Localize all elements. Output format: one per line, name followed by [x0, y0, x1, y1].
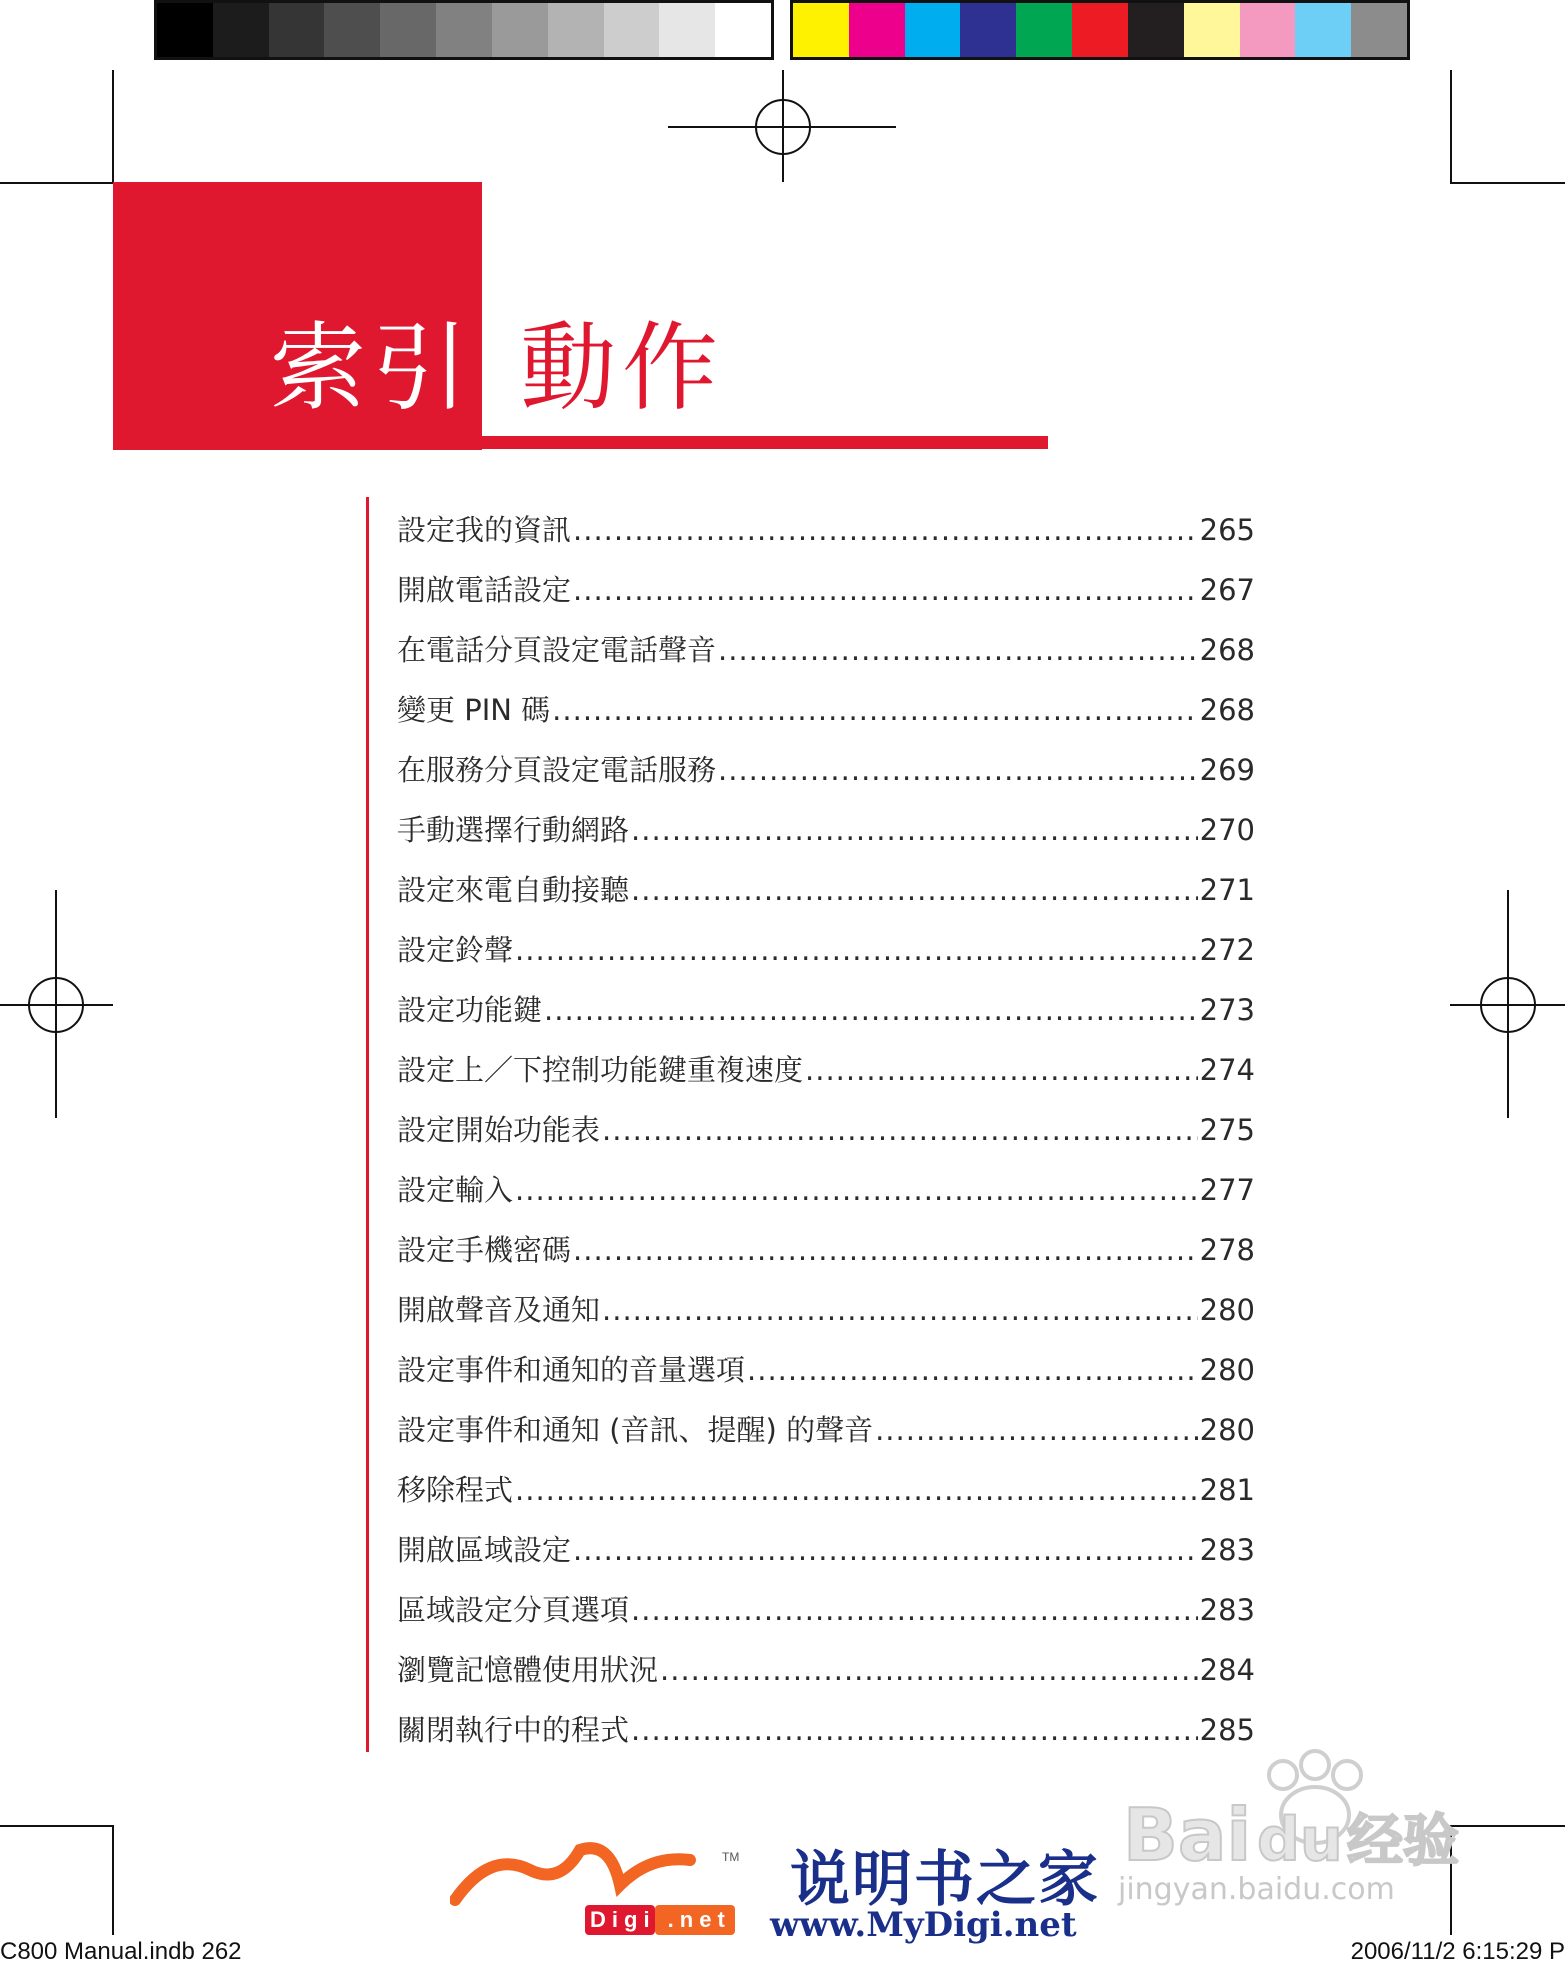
toc-entry-label: 在電話分頁設定電話聲音: [397, 633, 717, 667]
toc-entry-label: 設定我的資訊: [397, 513, 572, 547]
toc-entry[interactable]: [397, 920, 1255, 980]
toc-leader-dots: [552, 680, 1197, 740]
toc-entry-label: 設定開始功能表: [397, 1113, 601, 1147]
toc-entry-label: 瀏覽記憶體使用狀況: [397, 1653, 659, 1687]
toc-entry-label: 設定事件和通知的音量選項: [397, 1353, 746, 1387]
toc-entry-label: 變更 PIN 碼: [397, 693, 551, 727]
toc-entry[interactable]: [397, 1400, 1255, 1460]
toc-entry-page: 265: [1199, 513, 1255, 547]
toc-entry[interactable]: [397, 860, 1255, 920]
toc-entry-label: 在服務分頁設定電話服務: [397, 753, 717, 787]
gray-swatch: [436, 3, 492, 57]
toc-entry[interactable]: [397, 980, 1255, 1040]
toc-entry-label: 區域設定分頁選項: [397, 1593, 630, 1627]
toc-leader-dots: [631, 800, 1198, 860]
toc-entry-label: 設定鈴聲: [397, 933, 514, 967]
toc-entry-label: 設定功能鍵: [397, 993, 543, 1027]
footer-file-info: C800 Manual.indb 262: [0, 1938, 242, 1965]
toc-entry[interactable]: [397, 1520, 1255, 1580]
gray-swatch: [213, 3, 269, 57]
toc-entry-page: 270: [1199, 813, 1255, 847]
toc-entry-page: 268: [1199, 633, 1255, 667]
toc-leader-dots: [573, 560, 1198, 620]
toc-entry-page: 275: [1199, 1113, 1255, 1147]
toc-entry[interactable]: [397, 1100, 1255, 1160]
toc-entry[interactable]: [397, 1640, 1255, 1700]
toc-entry[interactable]: [397, 1460, 1255, 1520]
toc-entry-page: 280: [1199, 1353, 1255, 1387]
color-swatch: [1128, 3, 1184, 57]
svg-text:经验: 经验: [1347, 1809, 1459, 1874]
toc-entry-page: 274: [1199, 1053, 1255, 1087]
toc-entry[interactable]: [397, 1160, 1255, 1220]
toc-entry-page: 269: [1199, 753, 1255, 787]
toc-leader-dots: [602, 1100, 1198, 1160]
toc-entry[interactable]: [397, 500, 1255, 560]
toc-entry-label: 關閉執行中的程式: [397, 1713, 630, 1747]
mydigi-chinese-name: 说明书之家: [790, 1845, 1100, 1915]
svg-text:du: du: [1257, 1805, 1343, 1875]
toc-leader-dots: [515, 1460, 1198, 1520]
toc-leader-dots: [660, 1640, 1198, 1700]
toc-list: [397, 500, 1255, 1760]
svg-text:Bai: Bai: [1123, 1793, 1252, 1877]
header-red-rule: [113, 436, 1048, 449]
toc-entry-label: 開啟電話設定: [397, 573, 572, 607]
index-title: 索引: [270, 312, 474, 424]
toc-leader-dots: [718, 620, 1198, 680]
grayscale-calibration-bar: [154, 0, 774, 60]
toc-entry-page: 268: [1199, 693, 1255, 727]
color-calibration-bar: [790, 0, 1410, 60]
toc-entry-page: 267: [1199, 573, 1255, 607]
color-swatch: [793, 3, 849, 57]
toc-leader-dots: [805, 1040, 1198, 1100]
toc-entry-label: 手動選擇行動網路: [397, 813, 630, 847]
toc-entry-page: 283: [1199, 1533, 1255, 1567]
color-swatch: [1184, 3, 1240, 57]
gray-swatch: [715, 3, 771, 57]
toc-leader-dots: [515, 1160, 1198, 1220]
color-swatch: [960, 3, 1016, 57]
toc-entry[interactable]: [397, 560, 1255, 620]
toc-entry-page: 277: [1199, 1173, 1255, 1207]
toc-entry-label: 開啟區域設定: [397, 1533, 572, 1567]
toc-entry[interactable]: [397, 1280, 1255, 1340]
toc-leader-dots: [747, 1340, 1198, 1400]
toc-leader-dots: [631, 1580, 1198, 1640]
toc-entry[interactable]: [397, 1580, 1255, 1640]
mydigi-url: www.MyDigi.net: [770, 1905, 1077, 1945]
gray-swatch: [604, 3, 660, 57]
mydigi-tm: TM: [722, 1850, 740, 1864]
toc-entry-label: 設定事件和通知 (音訊、提醒) 的聲音: [397, 1413, 874, 1447]
toc-leader-dots: [573, 500, 1198, 560]
section-title: 動作: [520, 312, 724, 424]
toc-entry-label: 設定輸入: [397, 1173, 514, 1207]
toc-leader-dots: [544, 980, 1198, 1040]
toc-entry-page: 284: [1199, 1653, 1255, 1687]
color-swatch: [849, 3, 905, 57]
toc-leader-dots: [631, 860, 1198, 920]
toc-leader-dots: [602, 1280, 1198, 1340]
toc-entry[interactable]: [397, 680, 1255, 740]
color-swatch: [1240, 3, 1296, 57]
toc-entry-page: 281: [1199, 1473, 1255, 1507]
color-swatch: [1351, 3, 1407, 57]
mydigi-badge: Digi .net: [590, 1907, 731, 1932]
baidu-url: jingyan.baidu.com: [1118, 1872, 1395, 1907]
toc-entry[interactable]: [397, 800, 1255, 860]
toc-entry-label: 設定上／下控制功能鍵重複速度: [397, 1053, 804, 1087]
toc-entry-label: 設定手機密碼: [397, 1233, 572, 1267]
color-swatch: [905, 3, 961, 57]
toc-entry[interactable]: [397, 1220, 1255, 1280]
gray-swatch: [380, 3, 436, 57]
toc-leader-dots: [631, 1700, 1198, 1760]
toc-entry-page: 285: [1199, 1713, 1255, 1747]
toc-leader-dots: [515, 920, 1198, 980]
toc-entry-label: 開啟聲音及通知: [397, 1293, 601, 1327]
gray-swatch: [492, 3, 548, 57]
gray-swatch: [269, 3, 325, 57]
toc-entry-page: 272: [1199, 933, 1255, 967]
toc-entry-page: 273: [1199, 993, 1255, 1027]
toc-entry[interactable]: [397, 1040, 1255, 1100]
toc-entry-page: 280: [1199, 1413, 1255, 1447]
toc-entry-page: 280: [1199, 1293, 1255, 1327]
toc-entry-label: 設定來電自動接聽: [397, 873, 630, 907]
toc-leader-dots: [573, 1520, 1198, 1580]
toc-entry[interactable]: [397, 620, 1255, 680]
toc-entry-page: 278: [1199, 1233, 1255, 1267]
toc-entry[interactable]: [397, 740, 1255, 800]
footer-timestamp: 2006/11/2 6:15:29 P: [1350, 1938, 1565, 1965]
toc-accent-bar: [366, 497, 369, 1752]
color-swatch: [1295, 3, 1351, 57]
toc-leader-dots: [573, 1220, 1198, 1280]
gray-swatch: [157, 3, 213, 57]
gray-swatch: [548, 3, 604, 57]
toc-leader-dots: [718, 740, 1198, 800]
toc-leader-dots: [875, 1400, 1198, 1460]
toc-entry[interactable]: [397, 1340, 1255, 1400]
toc-entry-page: 283: [1199, 1593, 1255, 1627]
gray-swatch: [324, 3, 380, 57]
gray-swatch: [659, 3, 715, 57]
toc-entry-label: 移除程式: [397, 1473, 514, 1507]
color-swatch: [1016, 3, 1072, 57]
toc-entry-page: 271: [1199, 873, 1255, 907]
color-swatch: [1072, 3, 1128, 57]
